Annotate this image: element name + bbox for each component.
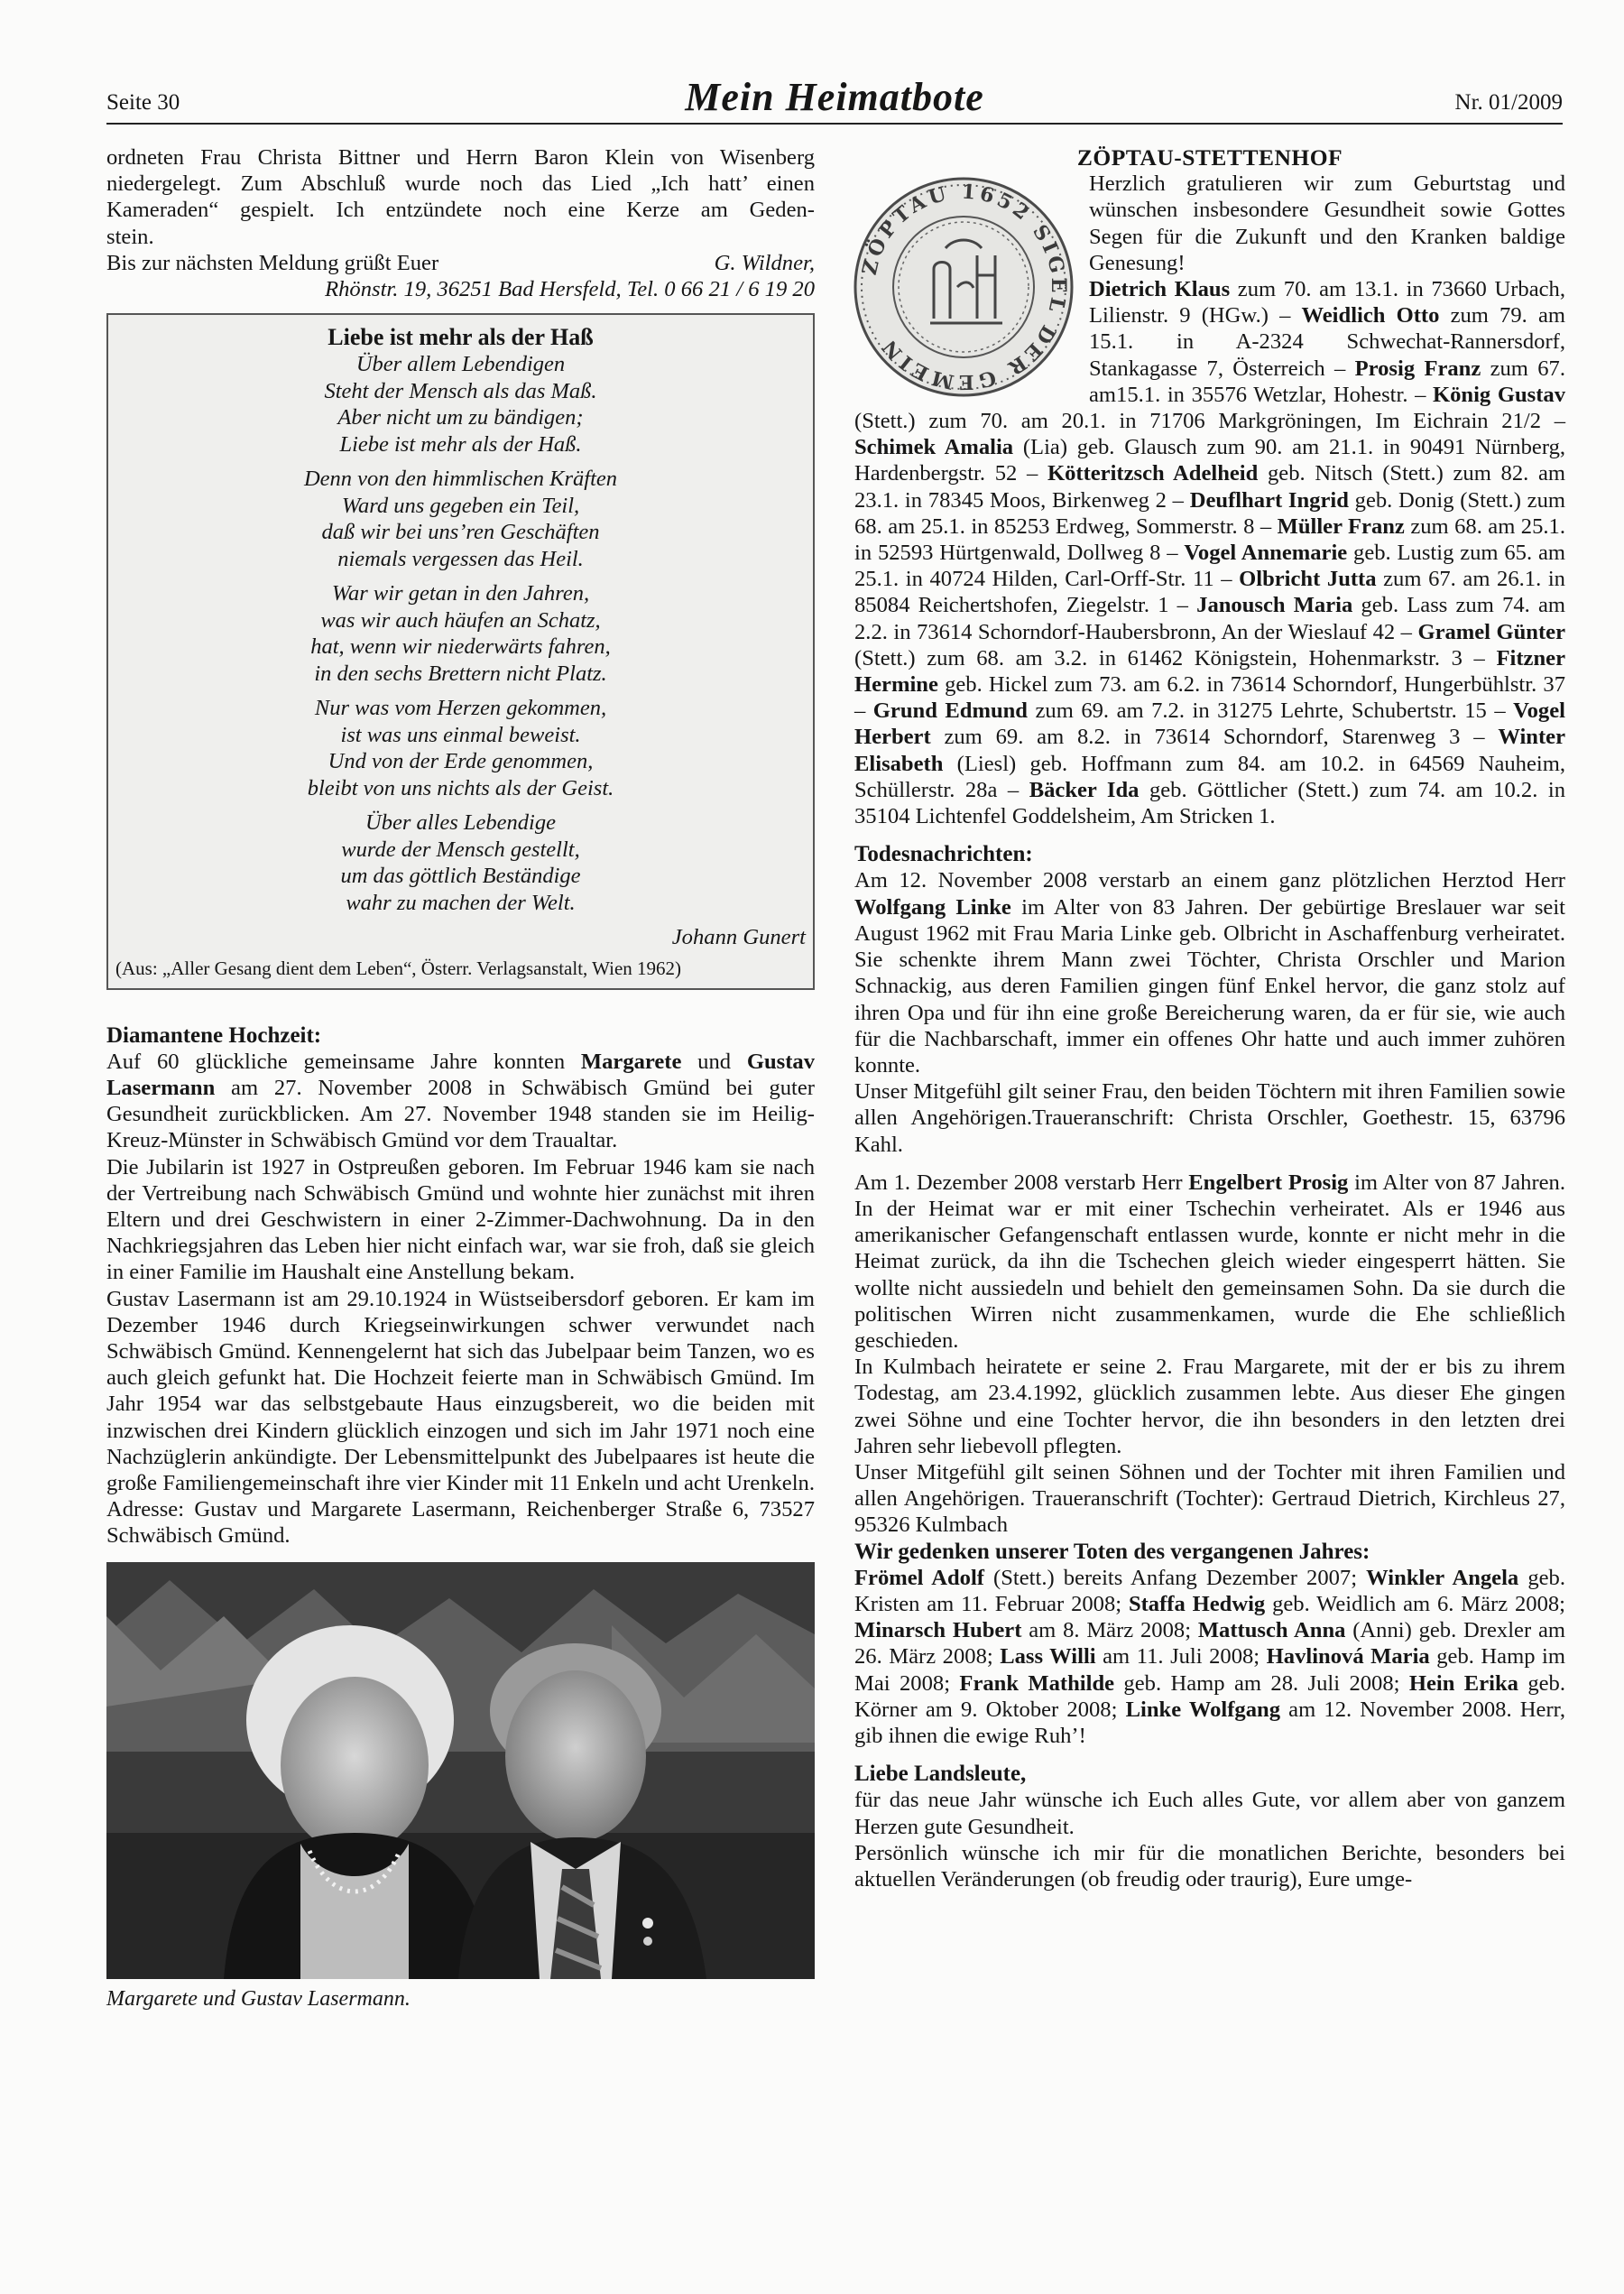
poem-line: ist was uns einmal beweist. <box>340 722 581 747</box>
death-notice: Unser Mitgefühl gilt seiner Frau, den beiden Töchtern mit ihren Familien sowie allen Angehörigen.Traueranschrift: Christa Orschler, Goethestr. 15, 63796 Kahl. <box>854 1079 1565 1157</box>
signer: G. Wildner, <box>714 250 815 275</box>
diamond-paragraph: Die Jubilarin ist 1927 in Ostpreußen geboren. Im Februar 1946 kam sie nach der Vertreibung nach Schwäbisch Gmünd und wohnte hier zunächst mit ihren Eltern und drei Geschwistern in einer 2-Zimmer-Dachwohnung. Da in den Nachkriegsjahren das Leben hier nicht einfach war, war sie froh, daß sie gleich in einer Familie im Haushalt eine Anstellung bekam. <box>106 1154 815 1285</box>
intro-line: niedergelegt. Zum Abschluß wurde noch das Lied „Ich hatt’ einen <box>106 171 815 197</box>
poem-line: um das göttlich Beständige <box>340 864 581 889</box>
section-title: ZÖPTAU-STETTENHOF <box>1076 144 1343 171</box>
poem-line: War wir getan in den Jahren, <box>331 581 590 606</box>
person-name: Weidlich Otto <box>1301 303 1440 328</box>
person-name: Staffa Hedwig <box>1128 1591 1266 1616</box>
text-run: zum 79. am 15.1. in A-2324 Schwechat-Rannersdorf, Stankagasse 7, Österreich – <box>1089 303 1565 381</box>
person-name: Prosig Franz <box>1354 356 1481 381</box>
closing-paragraph: Persönlich wünsche ich mir für die monatlichen Berichte, besonders bei aktuellen Veränderungen (ob freudig oder traurig), Eure umge- <box>854 1840 1565 1892</box>
person-name: Mattusch Anna <box>1197 1618 1346 1643</box>
text-run: geb. Hamp am 28. Juli 2008; <box>1114 1670 1409 1696</box>
person-name: Winter Elisabeth <box>854 725 1565 776</box>
poem-line: daß wir bei uns’ren Geschäften <box>321 520 600 545</box>
person-name: Deuflhart Ingrid <box>1189 487 1349 513</box>
person-name: Olbricht Jutta <box>1239 567 1377 592</box>
text-run: (Liesl) geb. Hoffmann zum 84. am 10.2. in 64569 Nauheim, Schüllerstr. 28a – <box>854 751 1565 802</box>
poem-line: niemals vergessen das Heil. <box>337 546 584 571</box>
text-run: am 12. November 2008. Herr, gib ihnen die ewige Ruh’! <box>854 1697 1566 1748</box>
text-run: geb. Körner am 9. Oktober 2008; <box>854 1670 1565 1722</box>
couple-photo <box>106 1562 815 1979</box>
text-run: geb. Göttlicher (Stett.) zum 74. am 10.2. in 35104 Lichtenfel Goddelsheim, Am Stricken 1. <box>854 777 1565 829</box>
person-name: Müller Franz <box>1277 513 1405 539</box>
person-name: Bäcker Ida <box>1029 777 1140 802</box>
death-notice: In Kulmbach heiratete er seine 2. Frau Margarete, mit der er bis zu ihrem Todestag, am 23.4.1992, glücklich zusammen lebte. Aus dieser Ehe gingen zwei Söhne und eine Tochter hervor, die ihn besonders in den letzten drei Jahren sehr liebevoll pflegten. <box>854 1355 1565 1458</box>
text-run: Am 12. November 2008 verstarb an einem ganz plötzlichen Herztod Herr <box>854 868 1565 893</box>
death-notices-heading: Todesnachrichten: <box>854 842 1033 867</box>
poem-stanza <box>115 580 806 687</box>
text-run: zum 68. am 25.1. in 52593 Hürtgenwald, Dollweg 8 – <box>854 513 1565 566</box>
text-run: zum 69. am 8.2. in 73614 Schorndorf, Starenweg 3 – <box>930 725 1499 750</box>
text-run: im Alter von 83 Jahren. Der gebürtige Breslauer war seit August 1962 mit Frau Maria Linke geb. Olbricht in Aschaffenburg verheiratet. Sie schenkte ihrem Mann zwei Töchter, Christa Orschler und Marion Schnackig, aus deren Familien gingen fünf Enkel hervor, die ganz stolz auf ihren Opa und für ihn eine große Bereicherung waren, da er für sie, wie auch für die Nachbarschaft, immer ein offenes Ohr hatte und auch immer zuhören konnte. <box>854 894 1565 1078</box>
person-name: Winkler Angela <box>1366 1565 1519 1590</box>
poem-line: wurde der Mensch gestellt, <box>341 837 580 862</box>
person-name: Vogel Herbert <box>854 698 1565 750</box>
signature-line <box>106 250 815 276</box>
poem-line: Über allem Lebendigen <box>355 352 566 377</box>
person-name: Frömel Adolf <box>854 1565 984 1590</box>
death-notice: Unser Mitgefühl gilt seinen Söhnen und der Tochter mit ihren Familien und allen Angehörigen. Traueranschrift (Tochter): Gertraud Dietrich, Kirchleus 27, 95326 Kulmbach <box>854 1459 1565 1538</box>
town-seal <box>851 174 1076 400</box>
person-name: Kötteritzsch Adelheid <box>1047 461 1259 486</box>
text-run: Auf 60 glückliche gemeinsame Jahre konnten <box>106 1049 581 1074</box>
person-name: Linke Wolfgang <box>1125 1697 1280 1722</box>
poem-line: Ward uns gegeben ein Teil, <box>341 493 580 518</box>
text-run: geb. Donig (Stett.) zum 68. am 25.1. in 85253 Erdweg, Sommerstr. 8 – <box>854 487 1565 539</box>
death-notice <box>854 1170 1565 1354</box>
text-run: und <box>681 1049 747 1074</box>
poem-stanza <box>115 809 806 916</box>
death-notice <box>854 867 1565 1078</box>
poem-stanza <box>115 351 806 458</box>
person-name: Minarsch Hubert <box>854 1618 1022 1643</box>
text-run: (Stett.) zum 68. am 3.2. in 61462 Königstein, Hohenmarkstr. 3 – <box>854 645 1497 671</box>
seal-text: ZÖPTAU 1652 SIGEL DER GEMEIN <box>857 180 1071 394</box>
diamond-wedding-heading: Diamantene Hochzeit: <box>106 1022 322 1048</box>
poem-stanza <box>115 695 806 801</box>
intro-line: Kameraden“ gespielt. Ich entzündete noch eine Kerze am Geden- <box>106 198 815 223</box>
diamond-paragraph: Gustav Lasermann ist am 29.10.1924 in Wüstseibersdorf geboren. Er kam im Dezember 1946 durch Kriegseinwirkungen schwer verwundet nach Schwäbisch Gmünd. Kennengelernt hat sich das Jubelpaar beim Tanzen, wo es auch gleich gefunkt hat. Die Hochzeit feierte man in Schwäbisch Gmünd. Im Jahr 1954 war das selbstgebaute Haus einzugsbereit, wo die beiden mit inzwischen drei Kindern glücklich einzogen und sich im Jahr 1971 noch eine Nachzüglerin ankündigte. Der Lebensmittelpunkt des Jubelpaares ist heute die große Familiengemeinschaft ihre vier Kinder mit 11 Enkeln und acht Urenkeln. Adresse: Gustav und Margarete Lasermann, Reichenberger Straße 6, 73527 Schwäbisch Gmünd. <box>106 1286 815 1549</box>
text-run: am 27. November 2008 in Schwäbisch Gmünd bei guter Gesundheit zurückblicken. Am 27. November 1948 standen sie im Heilig-Kreuz-Münster in Schwäbisch Gmünd vor dem Traualtar. <box>106 1076 815 1153</box>
person-name: Wolfgang Linke <box>854 894 1011 920</box>
author-address: Rhönstr. 19, 36251 Bad Hersfeld, Tel. 0 66 21 / 6 19 20 <box>325 277 815 302</box>
poem-line: Steht der Mensch als das Maß. <box>324 378 597 403</box>
page-number: Seite 30 <box>106 90 180 115</box>
person-name: Margarete <box>580 1049 682 1074</box>
person-name: Gramel Günter <box>1417 619 1565 644</box>
text-run: geb. Kristen am 11. Februar 2008; <box>854 1565 1565 1616</box>
memorial-list <box>854 1565 1565 1749</box>
poem-line: wahr zu machen der Welt. <box>346 890 576 915</box>
header-rule <box>106 123 1563 125</box>
text-run: (Anni) geb. Drexler am 26. März 2008; <box>854 1618 1565 1670</box>
poem-line: hat, wenn wir niederwärts fahren, <box>310 634 611 660</box>
right-column <box>854 144 1565 1892</box>
memorial-heading: Wir gedenken unserer Toten des vergangenen Jahres: <box>854 1539 1370 1564</box>
person-name: Hein Erika <box>1408 1670 1518 1696</box>
text-run: geb. Nitsch (Stett.) zum 82. am 23.1. in 78345 Moos, Birkenweg 2 – <box>854 461 1566 513</box>
person-name: Gustav Lasermann <box>106 1049 815 1101</box>
text-run: geb. Weidlich am 6. März 2008; <box>1265 1591 1565 1616</box>
poem-source: (Aus: „Aller Gesang dient dem Leben“, Österr. Verlagsanstalt, Wien 1962) <box>115 957 682 980</box>
text-run: am 11. Juli 2008; <box>1095 1644 1267 1670</box>
text-run: (Stett.) bereits Anfang Dezember 2007; <box>983 1565 1367 1590</box>
person-name: König Gustav <box>1433 382 1566 407</box>
zoptau-intro: Herzlich gratulieren wir zum Geburtstag und wünschen insbesondere Gesundheit sowie Gottes Segen für die Zukunft und den Kranken baldige Genesung! <box>1089 171 1565 275</box>
diamond-paragraph <box>106 1049 815 1154</box>
person-name: Dietrich Klaus <box>1089 277 1231 302</box>
poem-title: Liebe ist mehr als der Haß <box>328 324 594 351</box>
person-name: Schimek Amalia <box>854 435 1014 460</box>
left-column <box>106 144 815 2012</box>
photo-caption: Margarete und Gustav Lasermann. <box>106 1986 411 2011</box>
couple-photo-image <box>106 1562 815 1979</box>
intro-line: stein. <box>106 224 154 249</box>
text-run: am 8. März 2008; <box>1021 1618 1198 1643</box>
person-name: Lass Willi <box>1000 1644 1096 1670</box>
person-name: Grund Edmund <box>872 698 1028 724</box>
issue-number: Nr. 01/2009 <box>1454 90 1563 115</box>
text-run: geb. Hickel zum 73. am 6.2. in 73614 Schorndorf, Hungerbühlstr. 37 – <box>854 672 1565 724</box>
text-run: geb. Hamp im Mai 2008; <box>854 1644 1566 1696</box>
text-run: zum 67. am 26.1. in 85084 Reichertshofen, Ziegelstr. 1 – <box>854 567 1565 618</box>
poem-line: Aber nicht um zu bändigen; <box>337 405 584 430</box>
text-run: zum 69. am 7.2. in 31275 Lehrte, Schubertstr. 15 – <box>1027 698 1514 724</box>
masthead: Mein Heimatbote <box>685 75 984 119</box>
poem-line: was wir auch häufen an Schatz, <box>320 607 601 633</box>
person-name: Vogel Annemarie <box>1184 541 1348 566</box>
greeting: Bis zur nächsten Meldung grüßt Euer <box>106 250 439 275</box>
text-run: im Alter von 87 Jahren. In der Heimat war er mit einer Tschechin verheiratet. Als er 1946 aus amerikanischer Gefangenschaft entlassen wurde, konnte er nicht mehr in die Heimat zurück, da ihn die Tschechen gleich wieder eingesperrt hätten. Sie wollte nicht aussiedeln und behielt den gemeinsamen Sohn. Da sie durch die politischen Wirren nicht zusammenkamen, wurde die Ehe schließlich geschieden. <box>854 1170 1565 1353</box>
person-name: Janousch Maria <box>1196 593 1353 618</box>
poem-author: Johann Gunert <box>671 925 806 950</box>
person-name: Engelbert Prosig <box>1188 1170 1349 1195</box>
person-name: Fitzner Hermine <box>854 645 1565 698</box>
text-run: (Stett.) zum 70. am 20.1. in 71706 Markgröningen, Im Eichrain 21/2 – <box>854 409 1565 434</box>
poem-line: bleibt von uns nichts als der Geist. <box>307 775 614 800</box>
poem-line: Und von der Erde genommen, <box>328 749 594 774</box>
person-name: Frank Mathilde <box>959 1670 1115 1696</box>
closing-paragraph: für das neue Jahr wünsche ich Euch alles Gute, vor allem aber von ganzem Herzen gute Gesundheit. <box>854 1788 1565 1839</box>
page-header <box>106 75 1563 125</box>
person-name: Havlinová Maria <box>1266 1644 1430 1670</box>
seal-icon <box>851 174 1076 400</box>
text-run: geb. Lass zum 74. am 2.2. in 73614 Schorndorf-Haubersbronn, An der Wieslauf 42 – <box>854 593 1565 644</box>
poem-line: Liebe ist mehr als der Haß. <box>339 431 582 457</box>
closing-heading: Liebe Landsleute, <box>854 1762 1027 1787</box>
poem-line: Denn von den himmlischen Kräften <box>303 467 618 492</box>
text-run: zum 70. am 13.1. in 73660 Urbach, Lilienstr. 9 (HGw.) – <box>1089 277 1566 328</box>
poem-box <box>106 313 815 989</box>
poem-line: Über alles Lebendige <box>365 810 556 836</box>
intro-line: ordneten Frau Christa Bittner und Herrn Baron Klein von Wisenberg <box>106 145 815 170</box>
poem-stanza <box>115 466 806 572</box>
text-run: Am 1. Dezember 2008 verstarb Herr <box>854 1170 1189 1195</box>
poem-line: Nur was vom Herzen gekommen, <box>314 696 607 721</box>
text-run: zum 67. am15.1. in 35576 Wetzlar, Hohestr. – <box>1089 356 1565 407</box>
poem-line: in den sechs Brettern nicht Platz. <box>314 661 607 686</box>
text-run: (Lia) geb. Glausch zum 90. am 21.1. in 90491 Nürnberg, Hardenbergstr. 52 – <box>854 435 1566 486</box>
intro-text <box>106 144 815 250</box>
text-run: geb. Lustig zum 65. am 25.1. in 40724 Hilden, Carl-Orff-Str. 11 – <box>854 541 1565 592</box>
